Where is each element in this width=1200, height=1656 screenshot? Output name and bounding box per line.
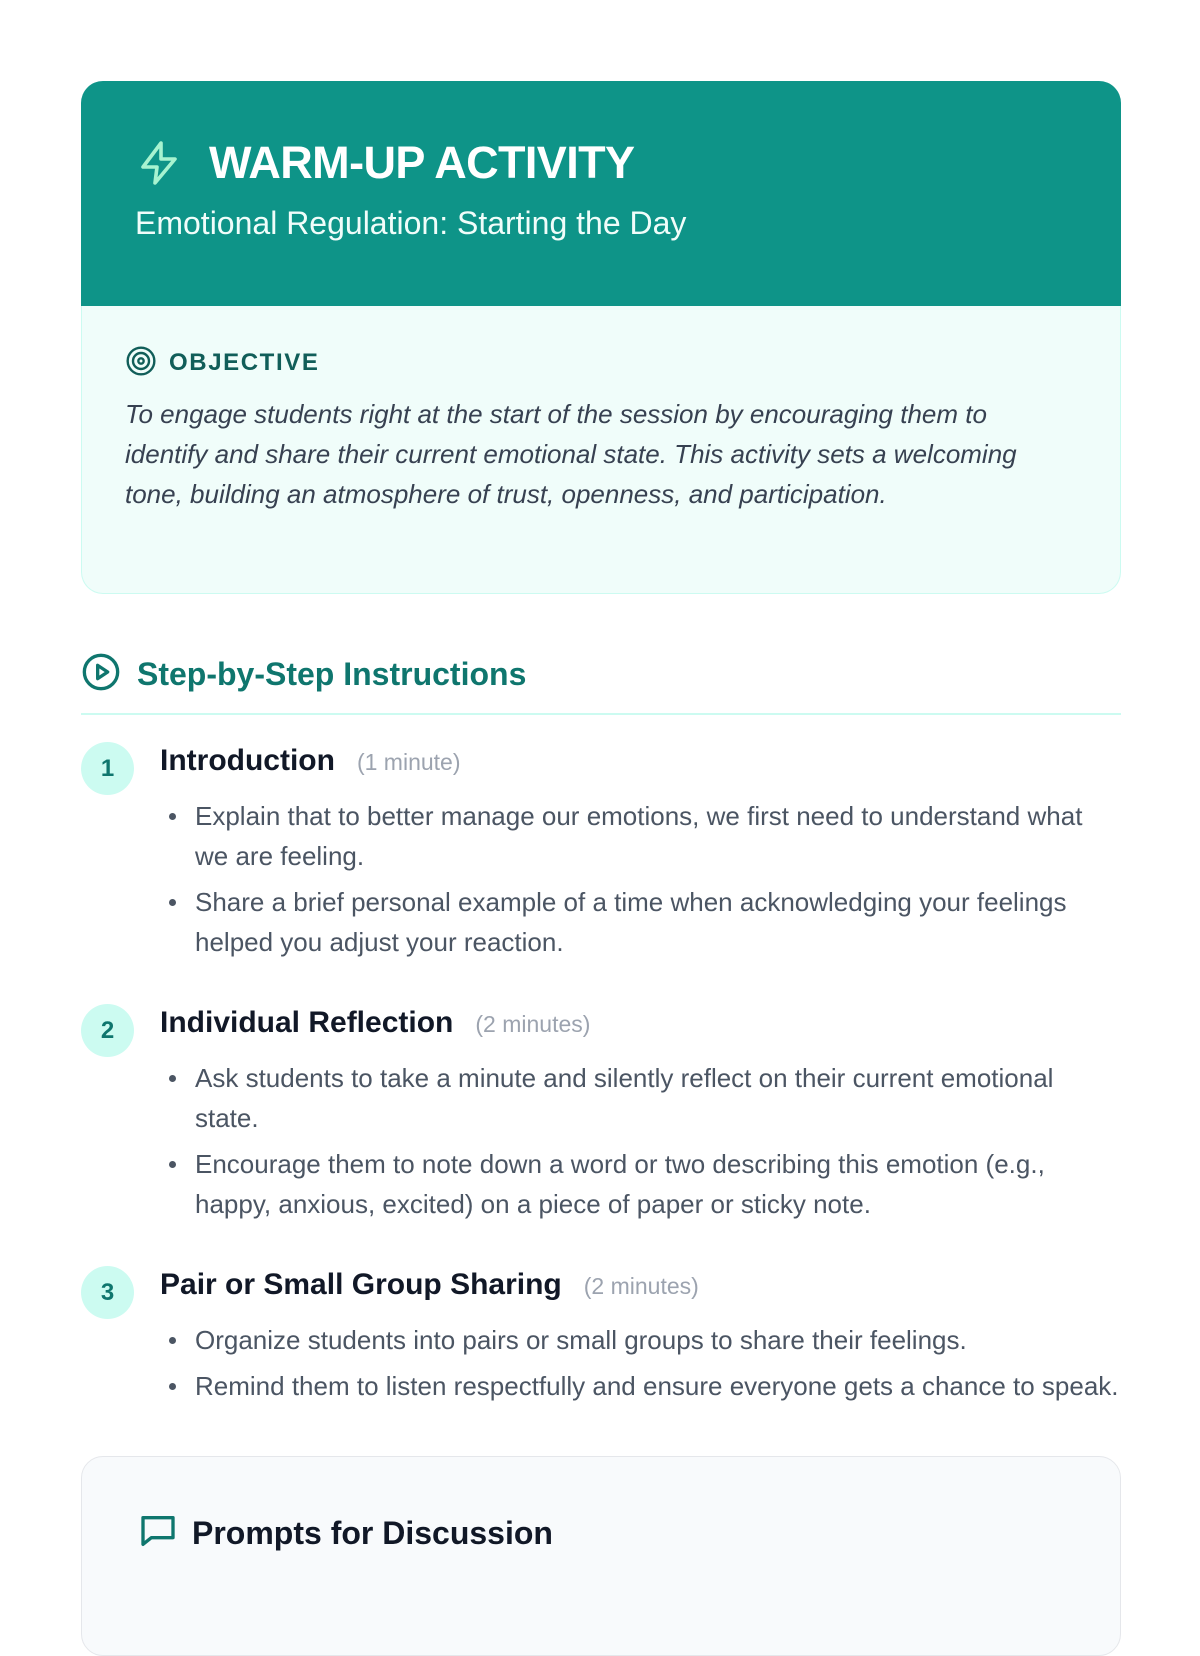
step-bullet-list	[160, 796, 1121, 962]
step-duration: (2 minutes)	[475, 1011, 591, 1037]
step-title-row	[160, 1004, 1121, 1052]
step-bullet: Share a brief personal example of a time when acknowledging your feelings helped you adjust your reaction.	[160, 882, 1121, 962]
step-item	[81, 1266, 1121, 1406]
step-bullet: Explain that to better manage our emotions, we first need to understand what we are feeling.	[160, 796, 1121, 876]
lesson-card	[81, 81, 1121, 1656]
lightning-icon	[135, 139, 183, 187]
objective-text: To engage students right at the start of the session by encouraging them to identify and share their current emotional state. This activity sets a welcoming tone, building an atmosphere of trust, openness, and participation.	[125, 399, 1017, 509]
step-bullet: Encourage them to note down a word or two describing this emotion (e.g., happy, anxious, excited) on a piece of paper or sticky note.	[160, 1144, 1121, 1224]
step-title-row	[160, 742, 1121, 790]
objective-panel	[81, 306, 1121, 594]
step-bullet: Ask students to take a minute and silently reflect on their current emotional state.	[160, 1058, 1121, 1138]
section-divider	[81, 713, 1121, 715]
instructions-heading: Step-by-Step Instructions	[137, 655, 527, 692]
step-title: Introduction	[160, 744, 335, 777]
play-circle-icon	[81, 652, 121, 697]
prompts-heading-row	[138, 1511, 1064, 1556]
page-title: WARM-UP ACTIVITY	[209, 137, 635, 188]
step-duration: (1 minute)	[356, 749, 461, 775]
activity-header	[81, 81, 1121, 306]
prompts-panel	[81, 1456, 1121, 1656]
step-item	[81, 742, 1121, 962]
prompts-heading: Prompts for Discussion	[192, 1515, 553, 1551]
objective-label-row	[125, 346, 1076, 380]
step-number-badge: 1	[81, 742, 134, 795]
step-bullet: Organize students into pairs or small groups to share their feelings.	[160, 1320, 1121, 1360]
step-number-badge: 3	[81, 1266, 134, 1319]
step-bullet-list	[160, 1058, 1121, 1224]
step-title-row	[160, 1266, 1121, 1314]
step-bullet: Remind them to listen respectfully and ensure everyone gets a chance to speak.	[160, 1366, 1121, 1406]
objective-label: OBJECTIVE	[169, 349, 320, 376]
target-icon	[125, 345, 157, 382]
step-number-badge: 2	[81, 1004, 134, 1057]
step-title: Pair or Small Group Sharing	[160, 1268, 562, 1301]
instructions-heading-row	[81, 650, 1121, 698]
step-duration: (2 minutes)	[583, 1273, 699, 1299]
step-title: Individual Reflection	[160, 1006, 454, 1039]
chat-bubble-icon	[138, 1511, 178, 1556]
step-item	[81, 1004, 1121, 1224]
step-bullet-list	[160, 1320, 1121, 1406]
header-title-row	[135, 133, 1067, 193]
page-subtitle: Emotional Regulation: Starting the Day	[135, 205, 687, 241]
